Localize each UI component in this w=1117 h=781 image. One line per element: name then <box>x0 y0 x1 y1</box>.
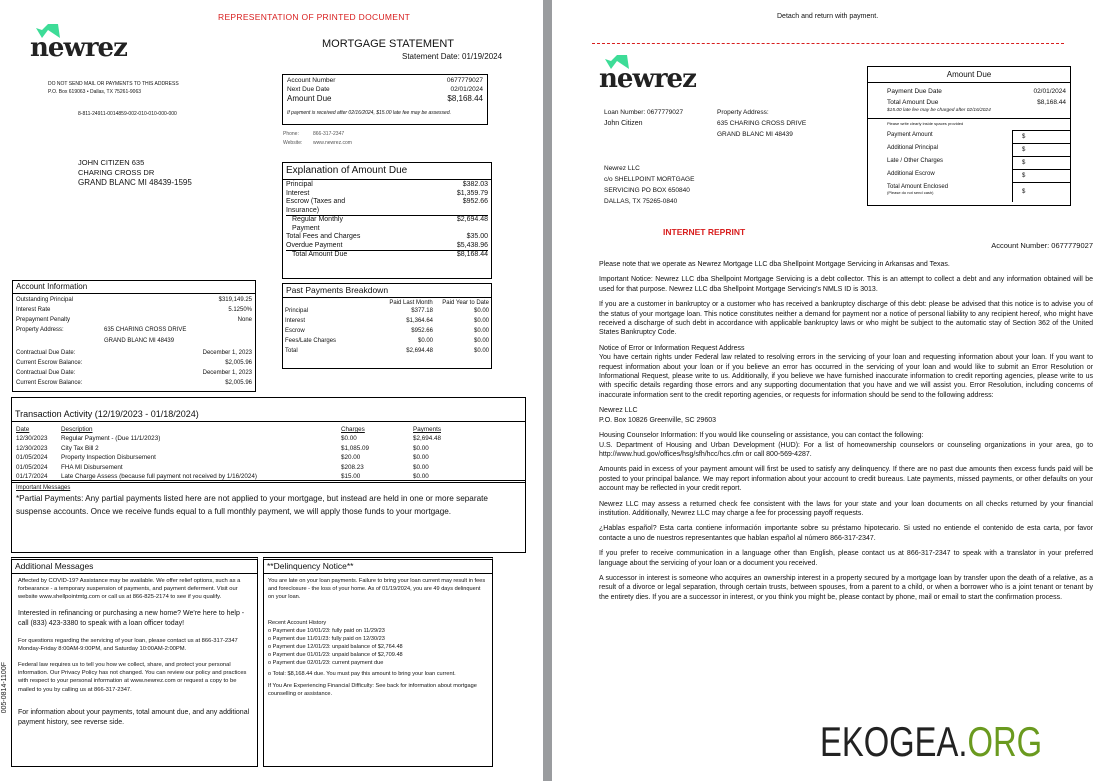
notice-paragraph: Amounts paid in excess of your payment amount will first be used to satisfy any delinquency. If there are no past due amounts then excess funds paid will be posted to your principal balance. We may report information about your account to credit bureaus. Late payments, missed payments, or other defaults on your account may be reflected in your credit report. <box>599 466 1093 493</box>
explanation-row <box>286 215 488 233</box>
section-title: Additional Messages <box>12 560 257 574</box>
paid-ytd: $0.00 <box>473 348 489 354</box>
explanation-row <box>286 233 488 242</box>
row-label: Fees/Late Charges <box>285 338 337 344</box>
label: Total Amount Due <box>887 99 939 106</box>
recipient-line: JOHN CITIZEN 635 <box>78 158 145 167</box>
account-row <box>16 305 252 315</box>
table-cell: $2,694.48 <box>413 435 442 442</box>
row-value: December 1, 2023 <box>202 370 252 376</box>
coupon-field <box>868 143 1070 156</box>
row-label: Total Amount Due <box>292 251 348 258</box>
row-label: Contractual Due Date: <box>16 350 76 356</box>
watermark <box>820 718 1042 766</box>
notice-paragraph: Housing Counselor Information: If you would like counseling or assistance, you can contact the following: U.S. Department of Housing and Urban Development (HUD): For a list of homeownership counselors or counseling organizations in your area, go to http://www.hud.gov/offices/hsg/sfh/hcc/hcs.cfm or call 800-569-4287. <box>599 432 1093 458</box>
column-header: Description <box>61 426 93 433</box>
row-label: Total Fees and Charges <box>286 233 361 240</box>
account-row <box>16 368 252 378</box>
address-line: 635 CHARING CROSS DRIVE <box>104 327 187 333</box>
paid-ytd: $0.00 <box>473 338 489 344</box>
row-label: Current Escrow Balance: <box>16 380 83 386</box>
label: Payment Due Date <box>887 88 942 95</box>
difficulty-note: If You Are Experiencing Financial Difficulty: See back for information about mortgage counselling or assistance. <box>268 683 477 697</box>
account-row <box>16 378 252 388</box>
remit-address <box>604 163 694 207</box>
table-row <box>16 463 521 473</box>
row-label: Interest <box>286 189 310 197</box>
field-label <box>868 156 1012 169</box>
section-title: Explanation of Amount Due <box>283 163 491 180</box>
table-row <box>16 472 521 482</box>
paid-ytd: $0.00 <box>473 318 489 324</box>
column-header: Date <box>16 426 30 433</box>
row-label: Overdue Payment <box>286 241 343 249</box>
table-cell: $0.00 <box>413 463 429 471</box>
additional-message: Interested in refinancing or purchasing a new home? We're here to help - call (833) 423-3380 to speak with a loan officer today! <box>18 610 245 628</box>
coupon-field <box>868 130 1070 143</box>
address-line: GRAND BLANC MI 48439 <box>104 338 175 344</box>
account-summary-box <box>282 74 488 125</box>
table-cell: $208.23 <box>341 463 364 471</box>
past-payments-box <box>282 283 492 369</box>
table-cell: 01/17/2024 <box>16 473 48 481</box>
important-messages-title: Important Messages <box>16 485 71 491</box>
row-label: Principal <box>285 308 309 314</box>
loan-number: Loan Number: 0677779027 <box>604 109 684 116</box>
table-cell: $20.00 <box>341 454 361 462</box>
row-label: Total <box>285 348 298 354</box>
table-cell: 12/30/2023 <box>16 444 48 452</box>
property-value <box>104 325 186 347</box>
cash-note: (Please do not send cash) <box>887 190 934 195</box>
label: Property Address: <box>717 109 769 116</box>
section-title: Past Payments Breakdown <box>283 284 491 298</box>
table-cell: $1,085.09 <box>341 444 370 452</box>
amount-input-0[interactable]: $ <box>1012 130 1070 143</box>
table-cell: FHA MI Disbursement <box>61 463 123 471</box>
additional-message: For questions regarding the servicing of your loan, please contact us at 866-317-2347 Monday-Friday 8:00AM-9:00PM, and Saturday 10:00AM-2:00PM. <box>18 637 238 653</box>
explanation-row <box>286 250 488 260</box>
explanation-row <box>286 242 488 251</box>
account-row <box>16 295 252 305</box>
table-cell: $15.00 <box>341 473 361 481</box>
paid-ytd: $0.00 <box>473 308 489 314</box>
past-payment-row <box>285 346 489 356</box>
property-row <box>16 325 252 347</box>
account-number: Account Number: 0677779027 <box>991 241 1093 250</box>
label: Phone: <box>283 131 299 137</box>
row-label: Interest <box>285 318 306 324</box>
newrez-logo <box>30 24 127 64</box>
write-note: Please write clearly inside spaces provided <box>887 121 964 126</box>
label: Website: <box>283 140 303 146</box>
loan-info <box>604 107 683 129</box>
table-cell: $0.00 <box>413 473 429 481</box>
section-title: **Delinquency Notice** <box>264 560 492 574</box>
field-label <box>868 130 1012 143</box>
phone: 866-317-2347 <box>313 131 345 137</box>
label: Total Amount Enclosed <box>887 184 949 190</box>
account-row <box>16 315 252 325</box>
paid-last-month: $2,694.48 <box>406 348 433 354</box>
paid-last-month: $952.66 <box>411 328 433 334</box>
row-label: Principal <box>286 181 313 188</box>
coupon-title: Amount Due <box>868 67 1070 83</box>
table-cell: $0.00 <box>413 444 429 452</box>
representation-banner: REPRESENTATION OF PRINTED DOCUMENT <box>218 12 411 22</box>
paid-last-month: $1,364.64 <box>406 318 433 324</box>
barcode-line: 8-811-24911-0014859-002-010-010-000-000 <box>78 111 177 117</box>
row-value: None <box>237 317 252 323</box>
recipient-line: GRAND BLANC MI 48439-1595 <box>78 178 192 187</box>
amount-input-4[interactable]: $ <box>1012 182 1070 202</box>
table-cell: $0.00 <box>341 435 357 442</box>
row-label: Regular Monthly Payment <box>292 216 343 232</box>
paid-last-month: $377.18 <box>411 308 433 314</box>
row-label: Current Escrow Balance: <box>16 360 83 366</box>
notice-paragraph: Notice of Error or Information Request Address You have certain rights under Federal law related to resolving errors in the servicing of your loan and requesting information about your loan. If you want to request information about your loan or if you believe an error has occurred in the servicing of your loan and would like to submit an Error Resolution or Informational Request, please write to us. Additionally, if you believe we have furnished inaccurate information to credit reporting agencies, please write to us with specific details regarding those errors and any supporting documentation that you have and we will assist you. Error Resolution, including concerns of inaccurate information sent to the credit reporting agencies, or requests for information should be send to the following address: <box>599 344 1093 399</box>
history-title: Recent Account History <box>268 620 327 626</box>
additional-messages-box <box>11 557 258 767</box>
row-label: Outstanding Principal <box>16 297 74 303</box>
history-item: o Payment due 10/01/23: fully paid on 11/29/23 <box>268 628 385 634</box>
table-cell: Late Charge Assess (because full payment not received by 1/16/2024) <box>61 473 258 481</box>
remit-line: SERVICING PO BOX 650840 <box>604 187 690 194</box>
address-line: GRAND BLANC MI 48439 <box>717 131 793 138</box>
row-value: $35.00 <box>466 233 488 240</box>
table-cell: Property Inspection Disbursement <box>61 454 156 462</box>
section-title: Transaction Activity (12/19/2023 - 01/18/2024) <box>12 398 525 422</box>
section-title: Account Information <box>13 281 255 294</box>
property-address <box>717 107 806 140</box>
side-code: 005-0814-1100F <box>1 662 8 714</box>
history-item: o Payment due 12/01/23: unpaid balance of $2,764.48 <box>268 644 403 650</box>
label: Account Number <box>287 77 336 84</box>
field-label <box>868 143 1012 156</box>
amount-input-3[interactable]: $ <box>1012 169 1070 182</box>
coupon-field <box>868 156 1070 169</box>
remit-line: Newrez LLC <box>604 165 640 172</box>
label: Payment Amount <box>887 132 933 138</box>
page-divider-scrollbar[interactable] <box>543 0 552 781</box>
row-value: $2,005.96 <box>225 380 252 386</box>
account-number: 0677779027 <box>446 77 483 84</box>
row-value: $2,694.48 <box>456 216 488 223</box>
amount-due-coupon <box>867 66 1071 206</box>
row-value: $952.66 <box>462 198 488 205</box>
recipient-address <box>78 158 192 188</box>
contact-info <box>283 130 352 148</box>
additional-message: Affected by COVID-19? Assistance may be available. We offer relief options, such as a forbearance - a temporary suspension of payments, and payment deferment. Visit our website www.shellpointmtg.com or call us at 866-825-2174 to see if you qualify. <box>18 578 241 601</box>
total-due: $8,168.44 <box>1037 99 1066 106</box>
row-label: Contractual Due Date: <box>16 370 76 376</box>
table-cell: City Tax Bill 2 <box>61 444 99 452</box>
row-label: Property Address: <box>16 327 64 333</box>
detach-note: Detach and return with payment. <box>777 13 879 20</box>
notice-paragraph: Newrez LLC P.O. Box 10826 Greenville, SC 29603 <box>599 407 717 424</box>
label: Next Due Date <box>287 86 330 93</box>
total-due-note: o Total: $8,168.44 due. You must pay this amount to bring your loan current. <box>268 671 456 677</box>
history-item: o Payment due 02/01/23: current payment due <box>268 660 384 666</box>
statement-date: Statement Date: 01/19/2024 <box>402 52 503 61</box>
table-row <box>16 444 521 454</box>
column-header: Payments <box>413 426 441 433</box>
late-fee-note: $15.00 late fee may be charged after 02/16/2024 <box>887 108 991 113</box>
column-header: Paid Last Month <box>389 300 433 306</box>
recipient-line: CHARING CROSS DR <box>78 168 155 177</box>
field-label <box>868 182 1012 202</box>
past-payment-row <box>285 326 489 336</box>
row-label: Escrow (Taxes and Insurance) <box>286 198 346 214</box>
row-label: Interest Rate <box>16 307 51 313</box>
borrower-name: John Citizen <box>604 120 643 127</box>
table-cell: 01/05/2024 <box>16 454 48 462</box>
explanation-box <box>282 162 492 279</box>
additional-message: For information about your payments, total amount due, and any additional payment history, see reverse side. <box>18 708 250 726</box>
paid-last-month: $0.00 <box>417 338 433 344</box>
table-cell: Regular Payment - (Due 11/1/2023) <box>61 435 161 442</box>
amount-input-2[interactable]: $ <box>1012 156 1070 169</box>
label: Additional Escrow <box>887 171 935 177</box>
remit-line: c/o SHELLPOINT MORTGAGE <box>604 176 695 183</box>
return-note: DO NOT SEND MAIL OR PAYMENTS TO THIS ADDRESS <box>48 81 179 87</box>
notice-paragraph: ¿Hablas español? Esta carta contiene información importante sobre su préstamo hipotecario. Si usted no entiende el contenido de esta carta, por favor contacte a uno de nuestros representantes que hablan español al número 866-317-2347. <box>599 525 1093 542</box>
explanation-row <box>286 190 488 199</box>
account-row <box>16 348 252 358</box>
delinquency-intro: You are late on your loan payments. Failure to bring your loan current may result in fees and foreclosure - the loss of your home. As of 01/19/2024, you are 49 days delinquent on your loan. <box>268 578 486 600</box>
row-value: December 1, 2023 <box>202 350 252 356</box>
past-payment-row <box>285 336 489 346</box>
explanation-row <box>286 181 488 190</box>
notice-paragraph: If you are a customer in bankruptcy or a customer who has received a bankruptcy discharge of this debt: please be advised that this notice is to advise you of the status of your mortgage loan. This notice constitutes neither a demand for payment nor a notice of personal liability to any recipient hereof, who might have received a discharge of such debt in accordance with applicable bankruptcy laws or who might be subject to the automatic stay of Section 362 of the United States Bankruptcy Code. <box>599 301 1093 337</box>
label: Additional Principal <box>887 145 939 151</box>
notice-paragraph: If you prefer to receive communication in a language other than English, please contact us at 866-317-2347 to speak with a translator in your preferred language about the servicing of your loan or a document you received. <box>599 550 1093 567</box>
row-value: $1,359.79 <box>456 189 488 197</box>
amount-due: $8,168.44 <box>447 94 483 103</box>
row-value: $8,168.44 <box>456 251 488 258</box>
account-row <box>16 358 252 368</box>
due-date: 02/01/2024 <box>1033 88 1066 95</box>
field-label <box>868 169 1012 182</box>
amount-input-1[interactable]: $ <box>1012 143 1070 156</box>
internet-reprint-label: INTERNET REPRINT <box>663 227 746 237</box>
partial-payments-message: *Partial Payments: Any partial payments listed here are not applied to your mortgage, but instead are held in one or more separate suspense accounts. Once we receive funds equal to a full monthly payment, we will apply those funds to your mortgage. <box>16 494 488 516</box>
watermark-tld: ORG <box>967 718 1043 765</box>
notice-paragraph: Newrez LLC may assess a returned check fee consistent with the laws for your state and your loan documents on all checks returned by your financial institution. Additionally, Newrez LLC may charge a fee for processing payoff requests. <box>599 500 1093 517</box>
table-row <box>16 434 521 444</box>
next-due-date: 02/01/2024 <box>450 86 483 93</box>
column-header: Charges <box>341 426 365 433</box>
history-item: o Payment due 01/01/23: unpaid balance of $2,709.48 <box>268 652 403 658</box>
additional-message: Federal law requires us to tell you how we collect, share, and protect your personal information. Our Privacy Policy has not changed. You can review our policy and practices with respect to your personal information at www.newrez.com or request a copy to be mailed to you by calling us at 866-317-2347. <box>18 662 247 693</box>
transaction-activity-box <box>11 397 526 553</box>
label: Late / Other Charges <box>887 158 944 164</box>
row-value: $382.03 <box>462 181 488 188</box>
history-item: o Payment due 11/01/23: fully paid on 12/30/23 <box>268 636 385 642</box>
website-link[interactable]: www.newrez.com <box>313 140 352 146</box>
row-value: $5,438.96 <box>456 241 488 249</box>
past-payment-row <box>285 306 489 316</box>
table-cell: 01/05/2024 <box>16 463 48 471</box>
label: Amount Due <box>287 94 332 103</box>
notice-paragraph: Please note that we operate as Newrez Mortgage LLC dba Shellpoint Mortgage Servicing in Arkansas and Texas. <box>599 261 950 268</box>
past-payment-row <box>285 316 489 326</box>
table-header <box>16 425 521 434</box>
address-line: 635 CHARING CROSS DRIVE <box>717 120 807 127</box>
account-information-box <box>12 280 256 392</box>
notice-paragraph: A successor in interest is someone who acquires an ownership interest in a property secured by a mortgage loan by transfer upon the death of a relative, as a result of a divorce or legal separation, through certain trusts, between spouses, from a parent to a child, or when a borrower who is a joint tenant or tenant by the entirety dies. If you are a successor in interest, or you think you might be, please contact by phone, mail or email to start the confirmation process. <box>599 574 1093 601</box>
row-value: $319,149.25 <box>218 297 252 303</box>
watermark-main: EKOGEA. <box>820 718 968 765</box>
logo-wordmark: newrez <box>30 33 127 63</box>
page-title: MORTGAGE STATEMENT <box>322 38 455 50</box>
logo-wordmark: newrez <box>599 64 696 94</box>
coupon-field <box>868 182 1070 202</box>
paid-ytd: $0.00 <box>473 328 489 334</box>
column-header: Paid Year to Date <box>442 300 489 306</box>
explanation-row <box>286 198 488 215</box>
newrez-logo <box>599 55 696 95</box>
row-label: Escrow <box>285 328 305 334</box>
notices <box>599 260 1093 608</box>
notice-paragraph: Important Notice: Newrez LLC dba Shellpoint Mortgage Servicing is a debt collector. This is an attempt to collect a debt and any information obtained will be used for that purpose. Newrez LLC dba Shellpoint Mortgage Servicing's NMLS ID is 3013. <box>599 276 1093 293</box>
row-label: Prepayment Penalty <box>16 317 71 323</box>
row-value: $2,005.96 <box>225 360 252 366</box>
table-row <box>16 453 521 463</box>
return-address: P.O. Box 619063 • Dallas, TX 75261-9063 <box>48 89 142 95</box>
detach-line <box>592 43 1064 44</box>
late-fee-note: If payment is received after 02/16/2024, $15.00 late fee may be assessed. <box>287 110 451 116</box>
remit-line: DALLAS, TX 75265-0840 <box>604 198 678 205</box>
table-cell: $0.00 <box>413 454 429 462</box>
coupon-field <box>868 169 1070 182</box>
table-cell: 12/30/2023 <box>16 435 48 442</box>
delinquency-notice-box <box>263 557 493 767</box>
row-value: 5.1250% <box>228 307 252 313</box>
